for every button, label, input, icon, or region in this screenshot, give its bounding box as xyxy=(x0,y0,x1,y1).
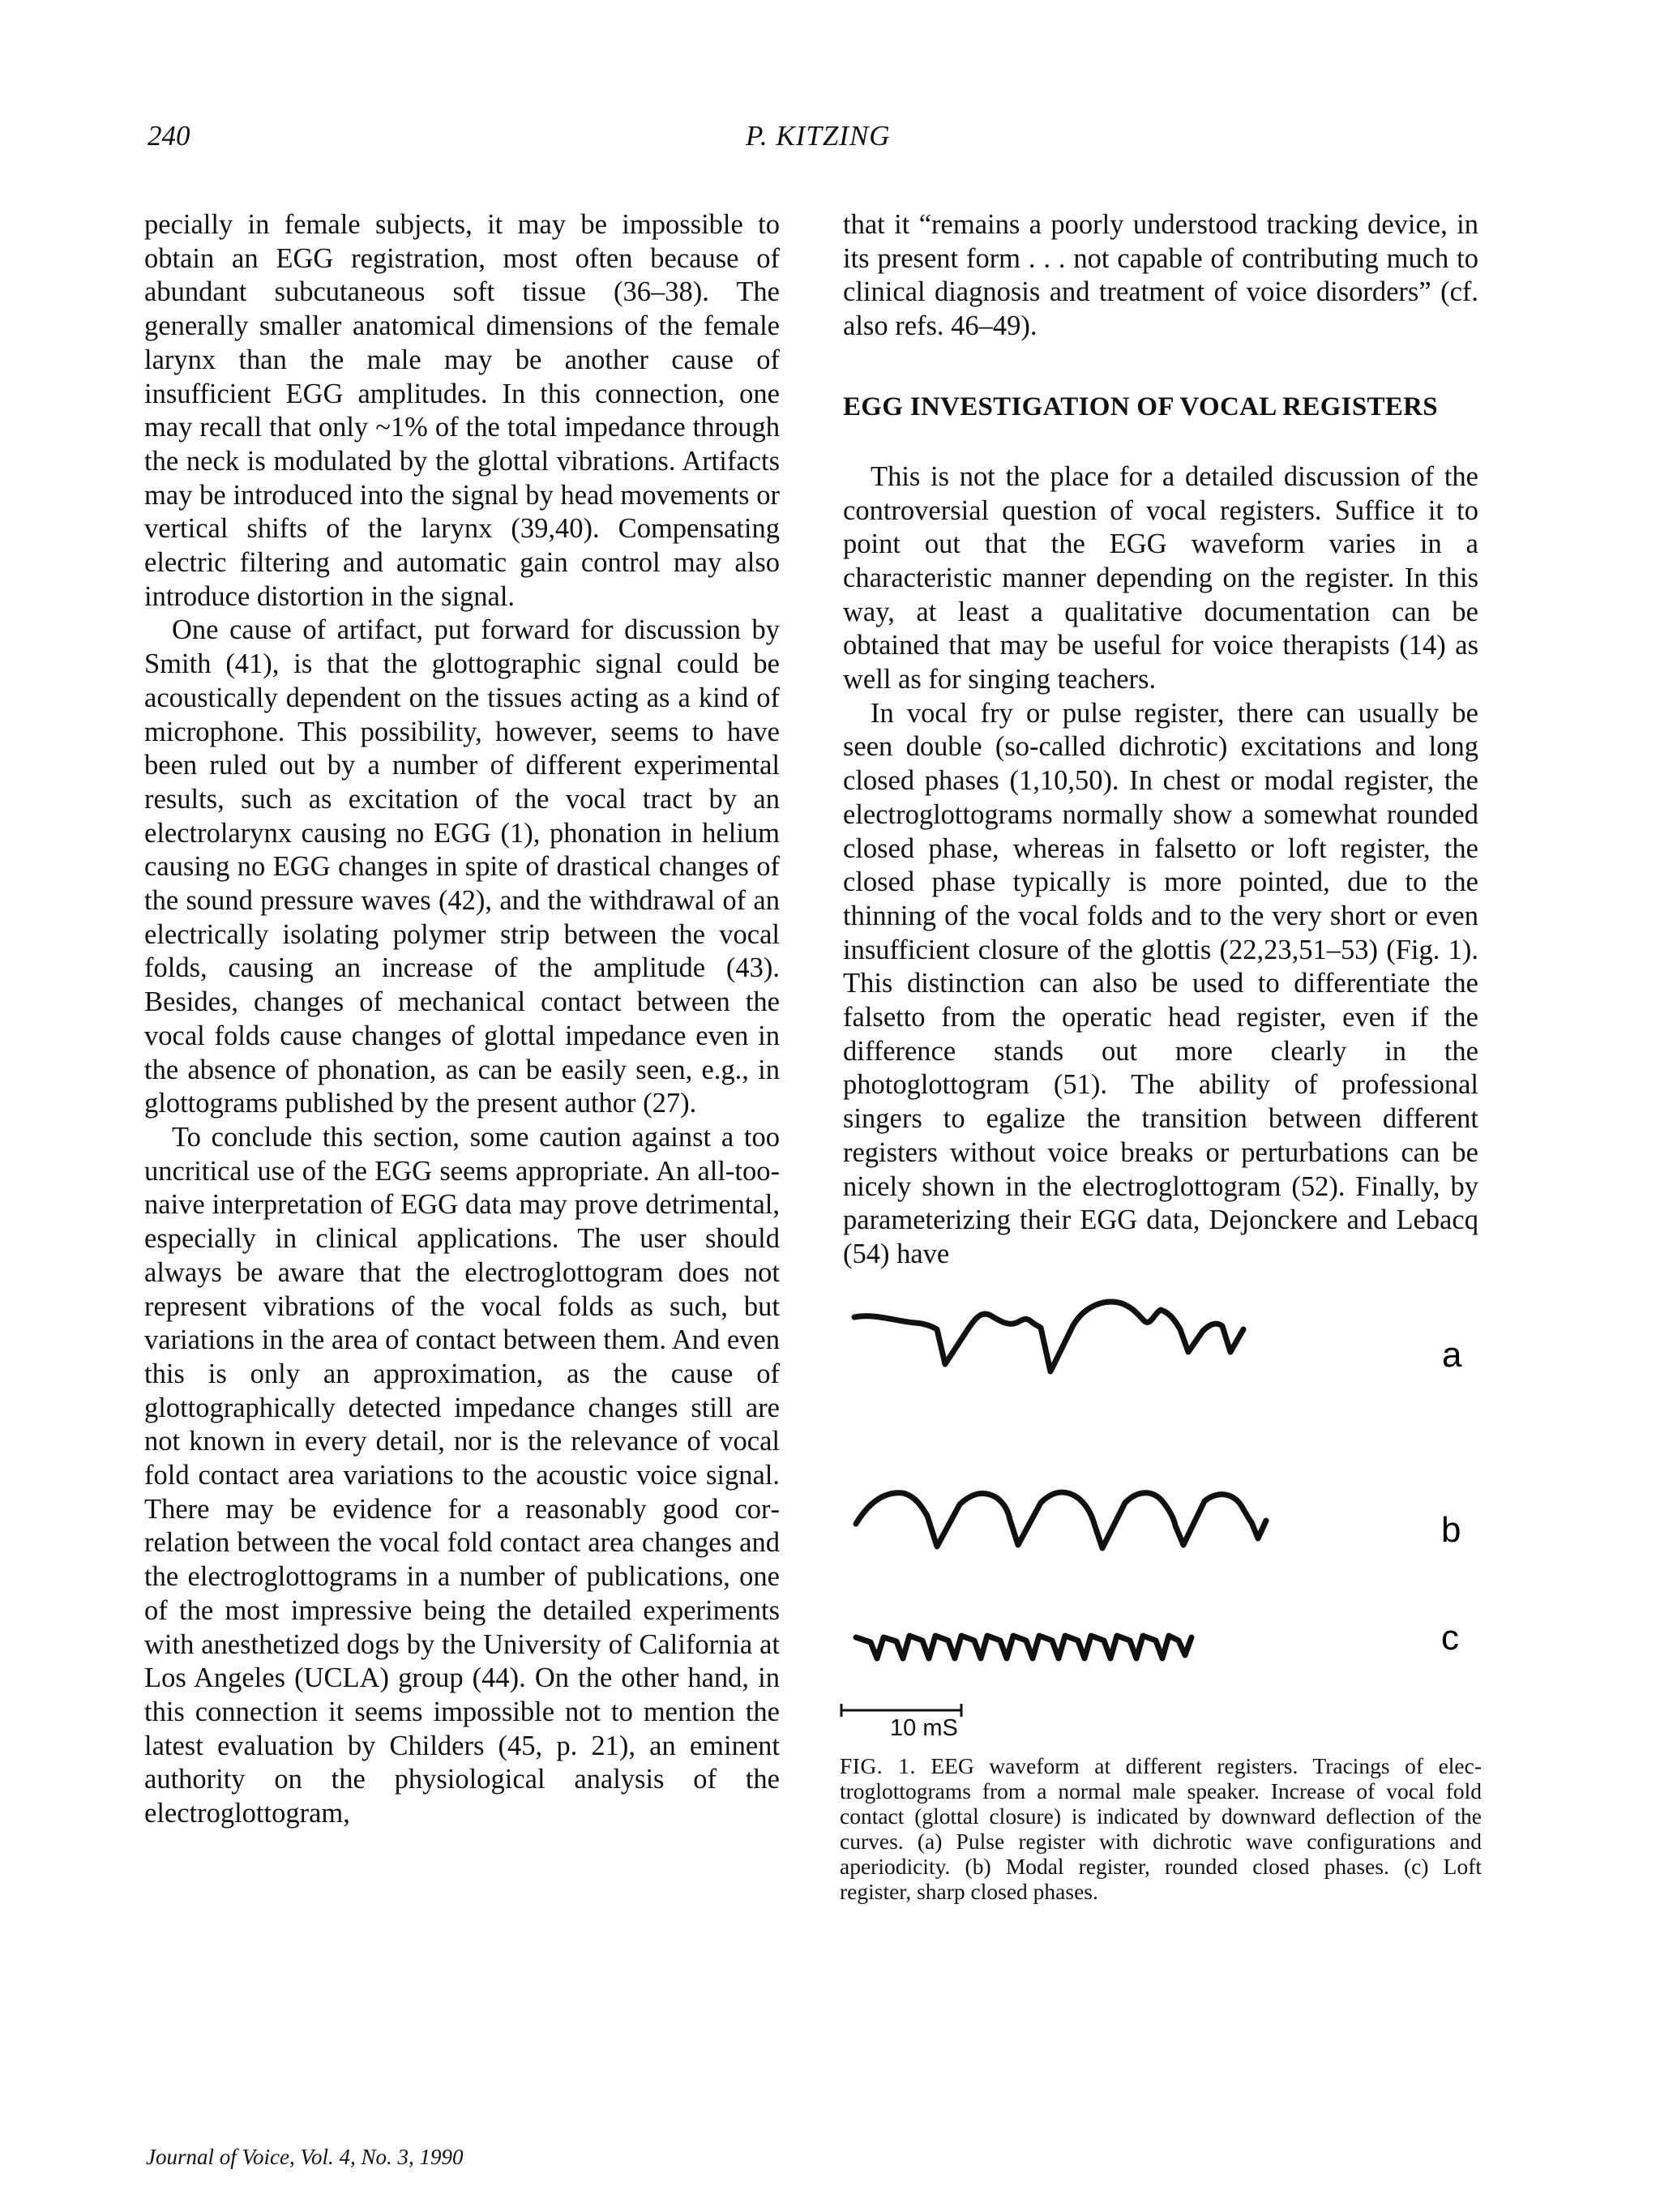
trace-label-a: a xyxy=(1442,1335,1462,1375)
right-column xyxy=(843,208,1478,1272)
body-paragraph: In vocal fry or pulse register, there can usually be seen double (so-called dichrotic) excitations and long closed phases (1,10,50). In chest or modal register, the electroglottograms normally show a somewhat rounded closed phase, whereas in falsetto or loft register, the closed phase typically is more pointed, due to the thinning of the vocal folds and to the very short or even insufficient closure of the glottis (22,23,51–53) (Fig. 1). This distinction can also be used to differentiate the falsetto from the operatic head register, even if the difference stands out more clearly in the photoglottogram (51). The ability of professional singers to egalize the transition between different registers without voice breaks or perturbations can be nicely shown in the electroglottogram (52). Finally, by parameterizing their EGG data, Dejonckere and Lebacq (54) have xyxy=(843,697,1478,1269)
body-paragraph: One cause of artifact, put forward for discussion by Smith (41), is that the glottographic signal could be acoustically dependent on the tissues acting as a kind of microphone. This possibility, however, seems to have been ruled out by a number of different experimental results, such as excitation of the vocal tract by an electrolarynx causing no EGG (1), phonation in helium causing no EGG changes in spite of drastical changes of the sound pressure waves (42), and the withdrawal of an electrically isolating polymer strip between the vocal folds, causing an increase of the amplitude (43). Besides, changes of mechanical contact between the vocal folds cause changes of glottal impedance even in the absence of phonation, as can be easily seen, e.g., in glottograms published by the present author (27). xyxy=(144,614,780,1119)
section-heading: EGG INVESTIGATION OF VOCAL REGISTERS xyxy=(843,391,1438,421)
running-head xyxy=(0,120,1660,160)
waveform-trace-c xyxy=(856,1636,1192,1658)
waveform-trace-b xyxy=(856,1492,1266,1548)
body-paragraph: This is not the place for a detailed discussion of the controversial question of vocal registers. Suffice it to point out that the EGG waveform varies in a characteristic manner depending on the register. In this way, at least a qualitative documentation can be obtained that may be useful for voice therapists (14) as well as for singing teachers. xyxy=(843,460,1478,695)
trace-label-b: b xyxy=(1441,1510,1461,1550)
body-paragraph: pecially in female subjects, it may be impossible to obtain an EGG registration, most often because of abundant subcutaneous soft tissue (36–38). The generally smaller anatomical dimensions of the female larynx than the male may be another cause of insufficient EGG amplitudes. In this connection, one may recall that only ~1% of the total impedance through the neck is modulated by the glottal vibrations. Artifacts may be introduced into the signal by head movements or vertical shifts of the larynx (39,40). Compensating electric filtering and automatic gain control may also introduce distortion in the signal. xyxy=(144,209,780,612)
figure-1 xyxy=(838,1281,1487,1751)
egg-waveform-figure xyxy=(838,1281,1487,1718)
scale-bar-label: 10 mS xyxy=(890,1715,958,1741)
journal-footer: Journal of Voice, Vol. 4, No. 3, 1990 xyxy=(146,2145,464,2169)
body-paragraph: that it “remains a poorly understood tracking device, in its present form . . . not capable of contributing much to clinical diagnosis and treatment of voice disorders” (cf. also refs. 46–49). xyxy=(843,209,1478,342)
waveform-trace-a xyxy=(854,1302,1243,1371)
figure-caption-text: EEG waveform at different registers. Tracings of electroglottograms from a normal male speaker. Increase of vocal fold contact (glottal closure) is indicated by downward deflection of the curves. (a) Pulse register with dichrotic wave configurations and aperiodicity. (b) Modal register, rounded closed phases. (c) Loft register, sharp closed phases. xyxy=(840,1753,1482,1904)
running-head-author: P. KITZING xyxy=(746,120,891,152)
body-paragraph: To conclude this section, some caution against a too uncritical use of the EGG seems appropriate. An all-too-naive interpretation of EGG data may prove detrimental, especially in clinical applications. The user should always be aware that the electroglottogram does not represent vibrations of the vocal folds as such, but variations in the area of contact between them. And even this is only an approximation, as the cause of glottographically detected impedance changes still are not known in every detail, nor is the relevance of vocal fold contact area variations to the acoustic voice signal. There may be evidence for a reasonably good correlation between the vocal fold contact area changes and the electroglottograms in a number of publications, one of the most impressive being the detailed experiments with anesthetized dogs by the University of California at Los Angeles (UCLA) group (44). On the other hand, in this connection it seems impossible not to mention the latest evaluation by Childers (45, p. 21), an eminent authority on the physiological analysis of the electroglottogram, xyxy=(144,1121,780,1829)
left-column xyxy=(144,208,780,1831)
figure-caption xyxy=(840,1753,1482,1904)
page-number: 240 xyxy=(148,120,190,152)
figure-caption-label: FIG. 1. xyxy=(840,1753,916,1778)
trace-label-c: c xyxy=(1441,1618,1459,1658)
